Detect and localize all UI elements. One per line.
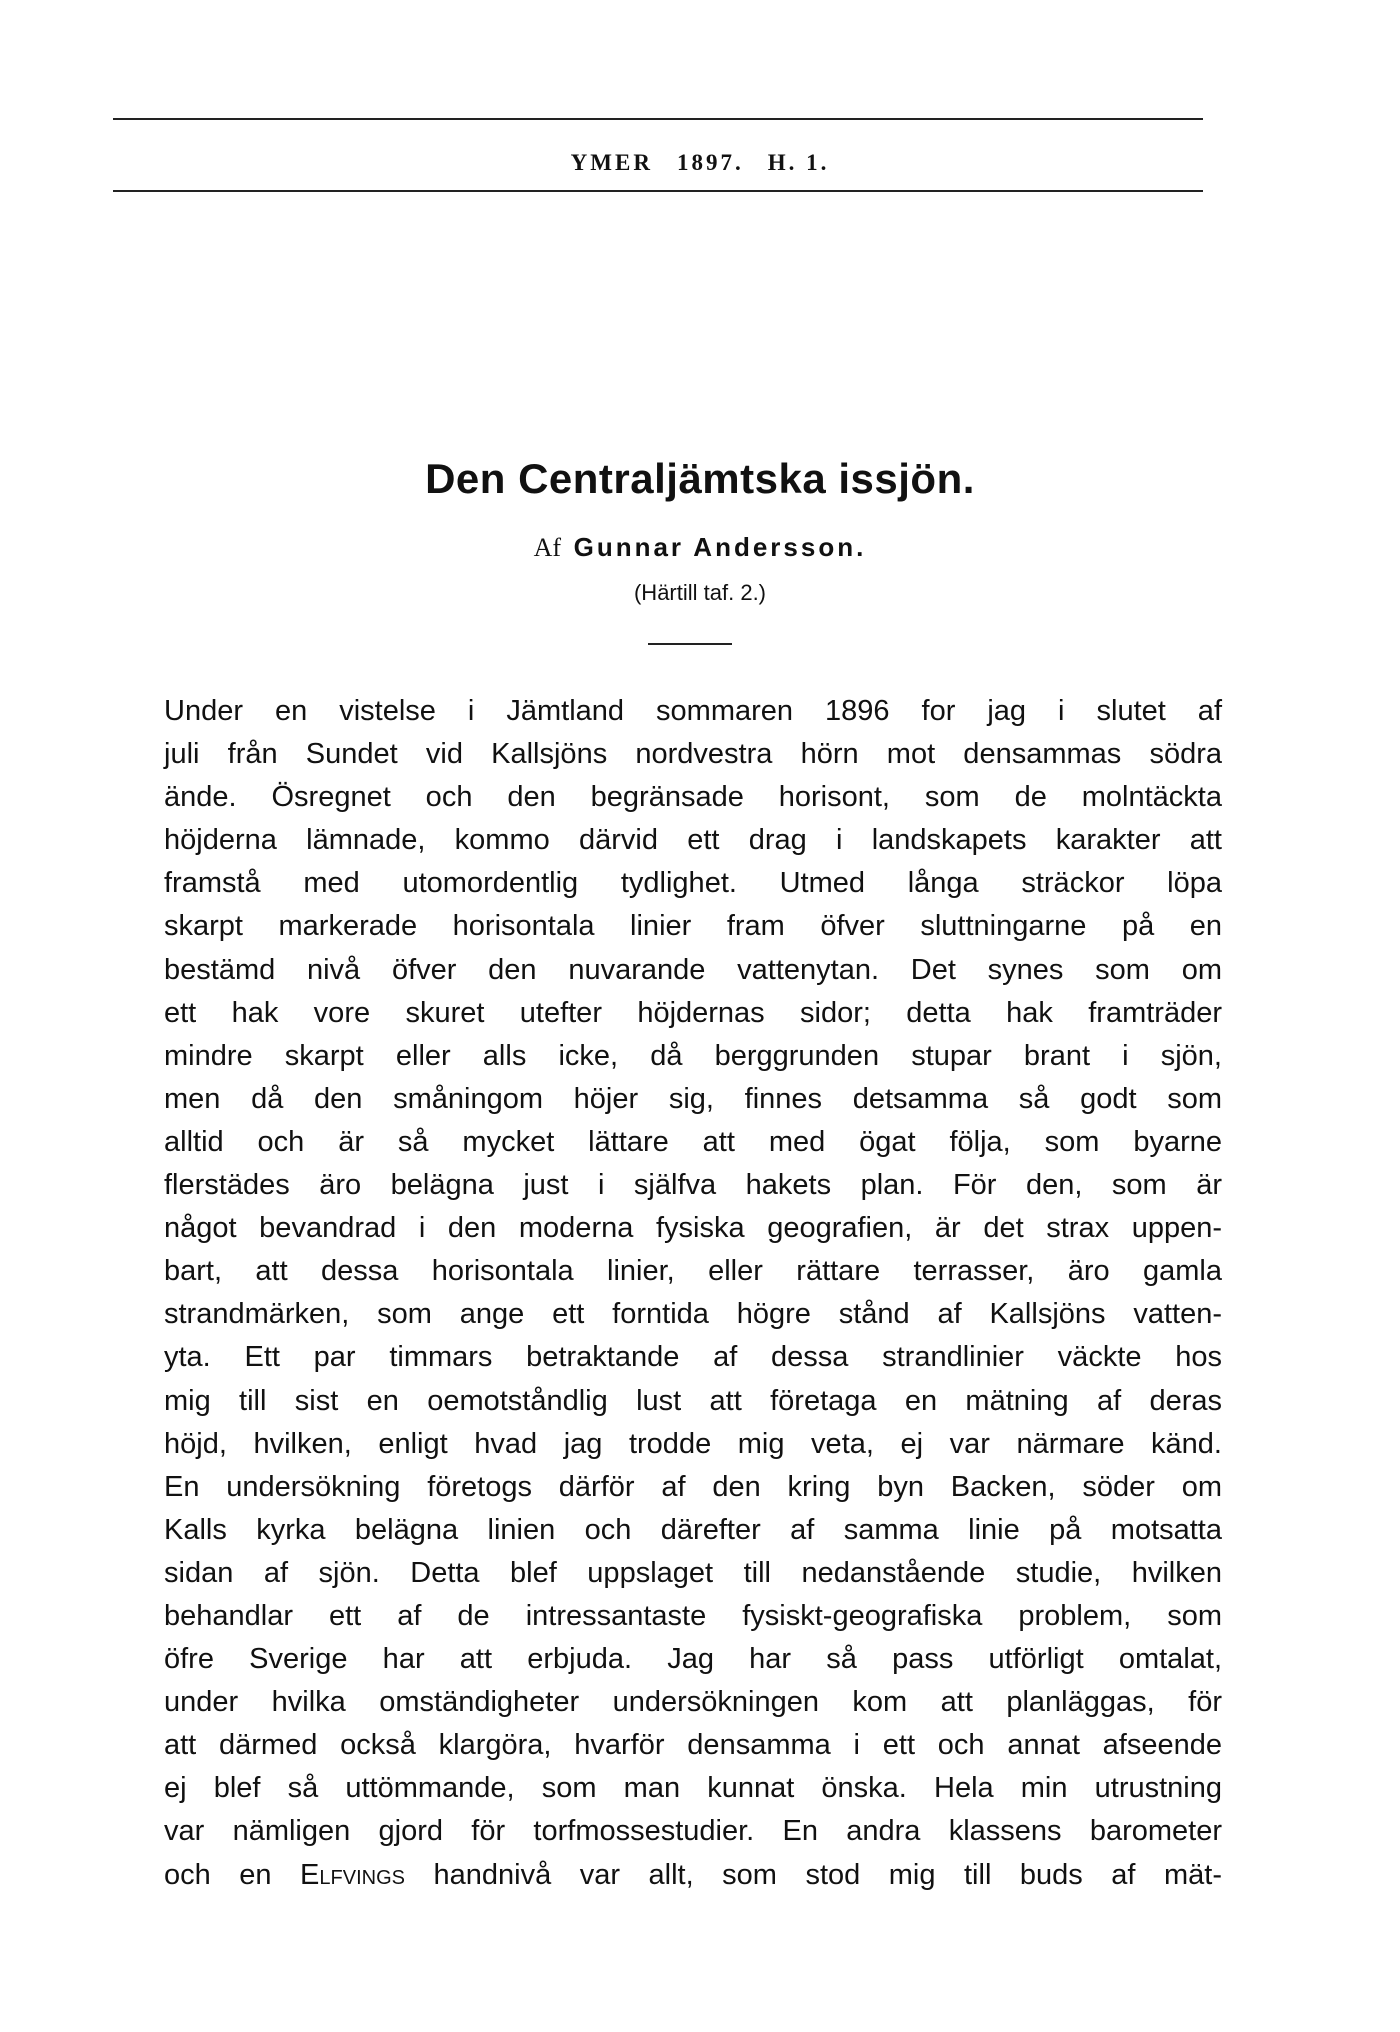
header-rule-top (113, 118, 1203, 120)
body-line: öfre Sverige har att erbjuda. Jag har så pass utförligt omtalat, (164, 1643, 1222, 1676)
plate-note: (Härtill taf. 2.) (633, 580, 767, 605)
body-line: bart, att dessa horisontala linier, eller rättare terrasser, äro gamla (164, 1255, 1222, 1288)
body-line: att därmed också klargöra, hvarför densamma i ett och annat afseende (164, 1729, 1222, 1762)
body-line: flerstädes äro belägna just i själfva hakets plan. För den, som är (164, 1169, 1222, 1202)
body-line: något bevandrad i den moderna fysiska geografien, är det strax uppen- (164, 1212, 1222, 1245)
last-line-end: handnivå var allt, som stod mig till buds af mät- (433, 1858, 1222, 1891)
body-line: ände. Ösregnet och den begränsade horisont, som de molntäckta (164, 781, 1222, 814)
body-line: Kalls kyrka belägna linien och därefter af samma linie på motsatta (164, 1513, 1222, 1546)
body-line-last (164, 1854, 1222, 1897)
journal-year: 1897. (676, 150, 744, 175)
byline (0, 532, 1400, 563)
body-line: En undersökning företogs därför af den kring byn Backen, söder om (164, 1470, 1222, 1503)
body-line: höjderna lämnade, kommo därvid ett drag i landskapets karakter att (164, 824, 1222, 857)
body-line: skarpt markerade horisontala linier fram öfver sluttningarne på en (164, 910, 1222, 943)
body-line: sidan af sjön. Detta blef uppslaget till nedanstående studie, hvilken (164, 1556, 1222, 1589)
author-name: Gunnar Andersson. (573, 532, 867, 562)
body-line: juli från Sundet vid Kallsjöns nordvestra hörn mot densammas södra (164, 738, 1222, 771)
journal-issue: H. 1. (767, 150, 830, 175)
running-head (0, 150, 1400, 176)
body-line: ett hak vore skuret utefter höjdernas sidor; detta hak framträder (164, 996, 1222, 1029)
body-line: yta. Ett par timmars betraktande af dessa strandlinier väckte hos (164, 1341, 1222, 1374)
byline-prefix: Af (533, 533, 562, 562)
article-body (164, 690, 1222, 1897)
journal-name: YMER (570, 150, 653, 175)
body-line: var nämligen gjord för torfmossestudier. En andra klassens barometer (164, 1815, 1222, 1848)
body-line: mindre skarpt eller alls icke, då berggrunden stupar brant i sjön, (164, 1039, 1222, 1072)
body-line: framstå med utomordentlig tydlighet. Utmed långa sträckor löpa (164, 867, 1222, 900)
body-line: ej blef så uttömmande, som man kunnat önska. Hela min utrustning (164, 1772, 1222, 1805)
body-line: behandlar ett af de intressantaste fysiskt-geografiska problem, som (164, 1599, 1222, 1632)
last-line-start: och en (164, 1858, 272, 1891)
article-title: Den Centraljämtska issjön. (425, 455, 975, 502)
body-line: alltid och är så mycket lättare att med ögat följa, som byarne (164, 1125, 1222, 1158)
title-separator-rule (648, 643, 732, 645)
body-line: under hvilka omständigheter undersökningen kom att planläggas, för (164, 1686, 1222, 1719)
body-line: Under en vistelse i Jämtland sommaren 1896 for jag i slutet af (164, 695, 1222, 727)
body-line: strandmärken, som ange ett forntida högre stånd af Kallsjöns vatten- (164, 1298, 1222, 1331)
body-line: bestämd nivå öfver den nuvarande vattenytan. Det synes som om (164, 953, 1222, 986)
body-line: höjd, hvilken, enligt hvad jag trodde mig veta, ej var närmare känd. (164, 1427, 1222, 1460)
body-line: men då den småningom höjer sig, finnes detsamma så godt som (164, 1082, 1222, 1115)
body-line: mig till sist en oemotståndlig lust att företaga en mätning af deras (164, 1384, 1222, 1417)
header-rule-bottom (113, 190, 1203, 192)
name-elfvings: Elfvings (300, 1858, 405, 1891)
